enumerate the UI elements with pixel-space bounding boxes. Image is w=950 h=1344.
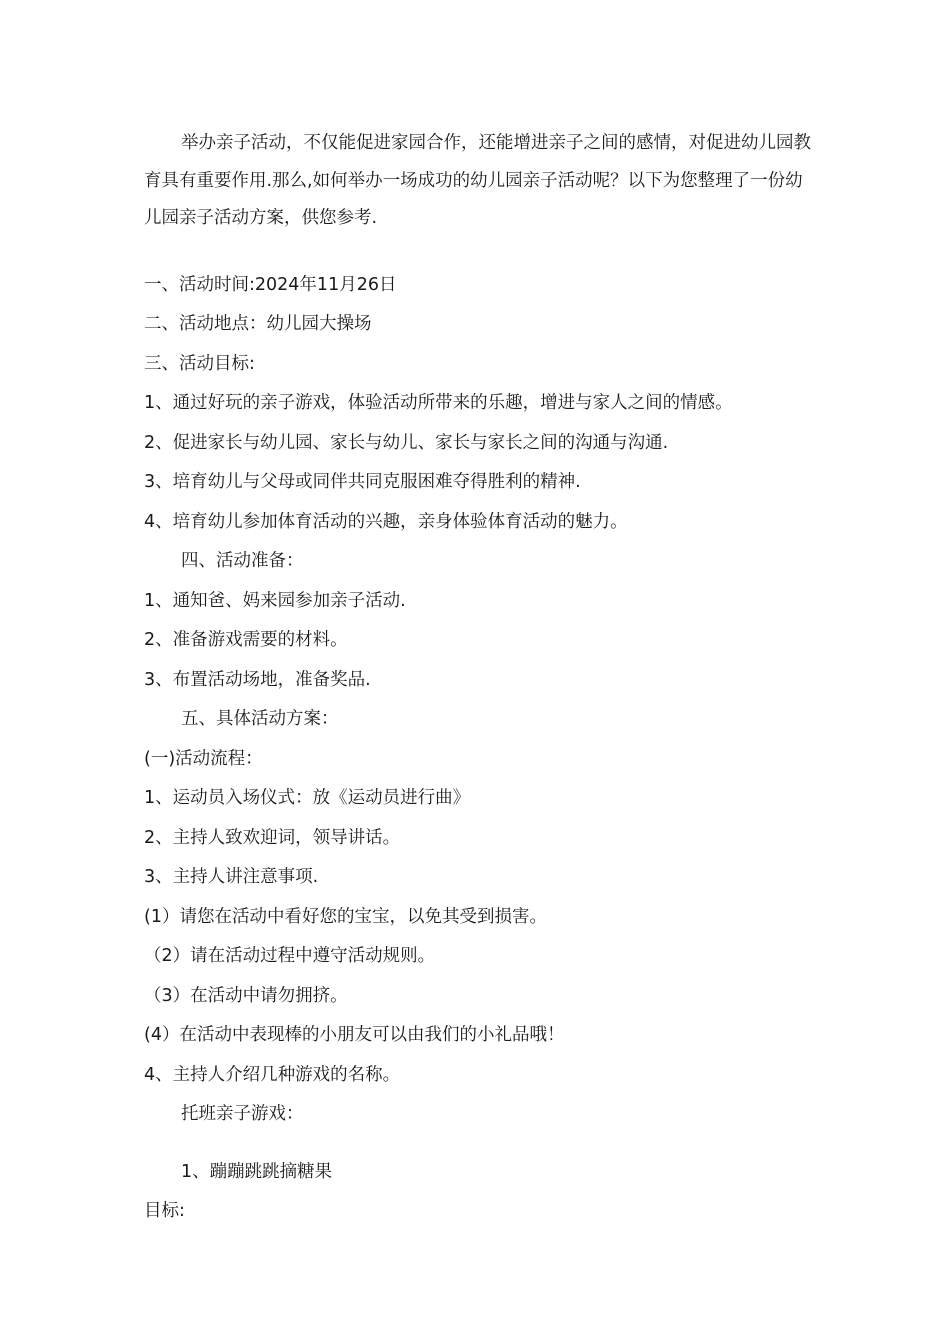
activity-place: 二、活动地点：幼儿园大操场 (144, 314, 372, 334)
flow-item-4: 4、主持人介绍几种游戏的名称。 (144, 1064, 401, 1085)
note-item-2: （2）请在活动过程中遵守活动规则。 (144, 946, 436, 966)
prep-item-1: 1、通知爸、妈来园参加亲子活动. (144, 590, 406, 611)
document-body (144, 125, 816, 1232)
spacer (144, 1135, 816, 1153)
flow-item-3: 3、主持人讲注意事项. (144, 867, 319, 887)
flow-item-1: 1、运动员入场仪式：放《运动员进行曲》 (144, 788, 471, 808)
goal-heading: 三、活动目标: (144, 353, 255, 374)
game-1-title: 1、蹦蹦跳跳摘糖果 (181, 1161, 333, 1182)
flow-item-2: 2、主持人致欢迎词，领导讲话。 (144, 827, 401, 848)
prep-item-2: 2、准备游戏需要的材料。 (144, 630, 348, 650)
intro-paragraph: 举办亲子活动，不仅能促进家园合作，还能增进亲子之间的感情，对促进幼儿园教育具有重要作用.那么,如何举办一场成功的幼儿园亲子活动呢？以下为您整理了一份幼儿园亲子活动方案，供您参考. (144, 133, 811, 228)
goal-item-1: 1、通过好玩的亲子游戏，体验活动所带来的乐趣，增进与家人之间的情感。 (144, 393, 733, 413)
flow-heading: (一)活动流程： (144, 748, 263, 769)
activity-time: 一、活动时间:2024年11月26日 (144, 274, 397, 295)
goal-item-2: 2、促进家长与幼儿园、家长与幼儿、家长与家长之间的沟通与沟通. (144, 432, 669, 453)
prep-heading: 四、活动准备： (181, 551, 304, 571)
game-1-goal: 目标: (144, 1201, 185, 1221)
spacer (144, 238, 816, 266)
games-heading: 托班亲子游戏： (181, 1104, 304, 1124)
goal-item-3: 3、培育幼儿与父母或同伴共同克服困难夺得胜利的精神. (144, 472, 581, 492)
plan-heading: 五、具体活动方案： (181, 709, 339, 729)
note-item-4: (4）在活动中表现棒的小朋友可以由我们的小礼品哦！ (144, 1025, 565, 1045)
goal-item-4: 4、培育幼儿参加体育活动的兴趣，亲身体验体育活动的魅力。 (144, 511, 628, 532)
note-item-1: (1）请您在活动中看好您的宝宝，以免其受到损害。 (144, 906, 547, 927)
prep-item-3: 3、布置活动场地，准备奖品. (144, 669, 371, 690)
note-item-3: （3）在活动中请勿拥挤。 (144, 985, 348, 1006)
